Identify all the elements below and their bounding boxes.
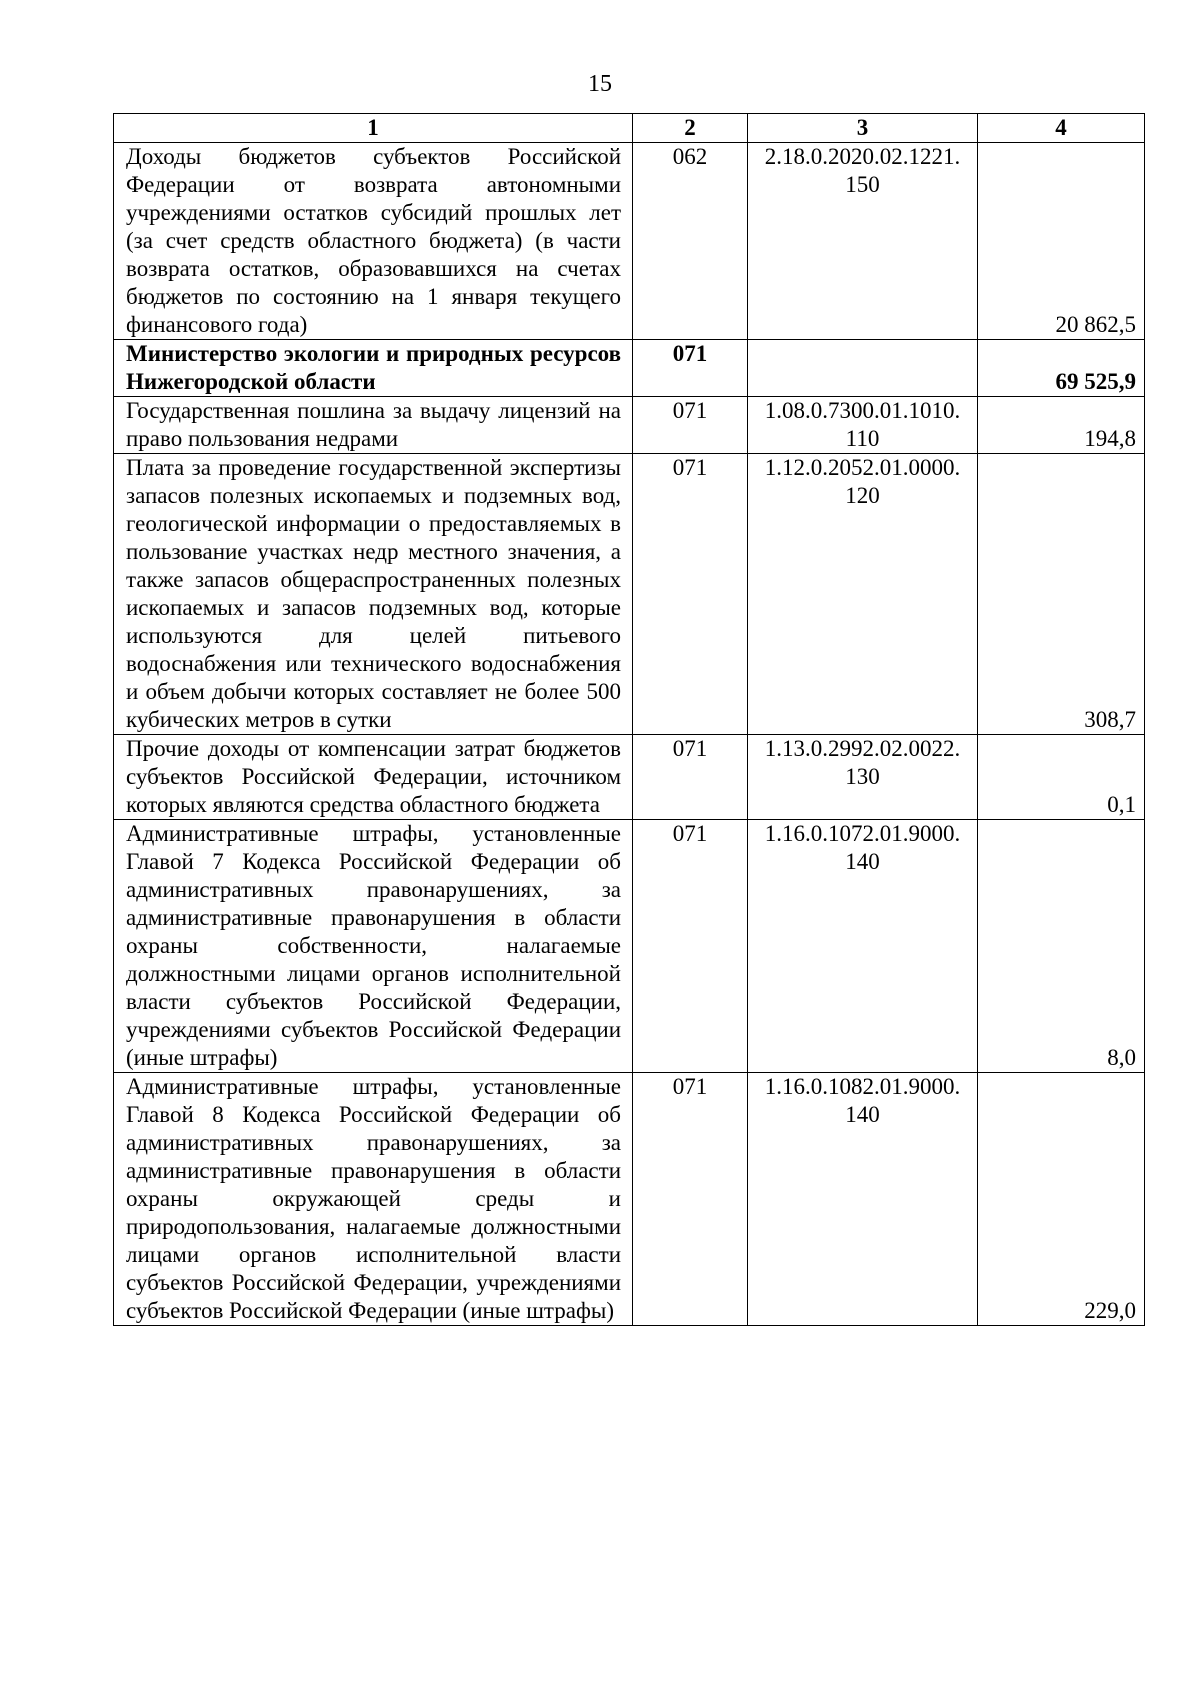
table-row [114, 735, 1145, 820]
page-number: 15 [588, 71, 612, 97]
admin-code-cell: 062 [633, 143, 748, 340]
budget-code-cell: 1.08.0.7300.01.1010. 110 [748, 397, 978, 454]
budget-code-cell: 1.12.0.2052.01.0000. 120 [748, 454, 978, 735]
budget-code-cell: 1.13.0.2992.02.0022. 130 [748, 735, 978, 820]
budget-code-cell: 1.16.0.1082.01.9000. 140 [748, 1073, 978, 1326]
amount-cell: 308,7 [978, 454, 1145, 735]
table-row-ministry [114, 340, 1145, 397]
table-row [114, 143, 1145, 340]
amount-cell: 194,8 [978, 397, 1145, 454]
amount-cell: 0,1 [978, 735, 1145, 820]
table-header-row [114, 114, 1145, 143]
amount-cell: 20 862,5 [978, 143, 1145, 340]
table-row [114, 1073, 1145, 1326]
revenue-name-cell: Доходы бюджетов субъектов Российской Федерации от возврата автономными учреждениями остатков субсидий прошлых лет (за счет средств областного бюджета) (в части возврата остатков, образовавшихся на счетах бюджетов по состоянию на 1 января текущего финансового года) [114, 143, 633, 340]
admin-code-cell: 071 [633, 735, 748, 820]
revenue-table [113, 113, 1145, 1326]
revenue-name-cell: Административные штрафы, установленные Главой 8 Кодекса Российской Федерации об административных правонарушениях, за административные правонарушения в области охраны окружающей среды и природопользования, налагаемые должностными лицами органов исполнительной власти субъектов Российской Федерации, учреждениями субъектов Российской Федерации (иные штрафы) [114, 1073, 633, 1326]
revenue-name-cell: Плата за проведение государственной экспертизы запасов полезных ископаемых и подземных вод, геологической информации о предоставляемых в пользование участках недр местного значения, а также запасов общераспространенных полезных ископаемых и запасов подземных вод, которые используются для целей питьевого водоснабжения или технического водоснабжения и объем добычи которых составляет не более 500 кубических метров в сутки [114, 454, 633, 735]
budget-code-cell: 1.16.0.1072.01.9000. 140 [748, 820, 978, 1073]
revenue-name-cell: Государственная пошлина за выдачу лицензий на право пользования недрами [114, 397, 633, 454]
amount-cell: 69 525,9 [978, 340, 1145, 397]
budget-code-cell: 2.18.0.2020.02.1221. 150 [748, 143, 978, 340]
ministry-name-cell: Министерство экологии и природных ресурсов Нижегородской области [114, 340, 633, 397]
admin-code-cell: 071 [633, 340, 748, 397]
admin-code-cell: 071 [633, 1073, 748, 1326]
column-header-2: 2 [633, 114, 748, 143]
amount-cell: 8,0 [978, 820, 1145, 1073]
revenue-name-cell: Прочие доходы от компенсации затрат бюджетов субъектов Российской Федерации, источником которых являются средства областного бюджета [114, 735, 633, 820]
admin-code-cell: 071 [633, 397, 748, 454]
column-header-4: 4 [978, 114, 1145, 143]
revenue-name-cell: Административные штрафы, установленные Главой 7 Кодекса Российской Федерации об административных правонарушениях, за административные правонарушения в области охраны собственности, налагаемые должностными лицами органов исполнительной власти субъектов Российской Федерации, учреждениями субъектов Российской Федерации (иные штрафы) [114, 820, 633, 1073]
table-row [114, 454, 1145, 735]
admin-code-cell: 071 [633, 454, 748, 735]
table-row [114, 397, 1145, 454]
column-header-3: 3 [748, 114, 978, 143]
admin-code-cell: 071 [633, 820, 748, 1073]
column-header-1: 1 [114, 114, 633, 143]
budget-code-cell [748, 340, 978, 397]
table-row [114, 820, 1145, 1073]
amount-cell: 229,0 [978, 1073, 1145, 1326]
